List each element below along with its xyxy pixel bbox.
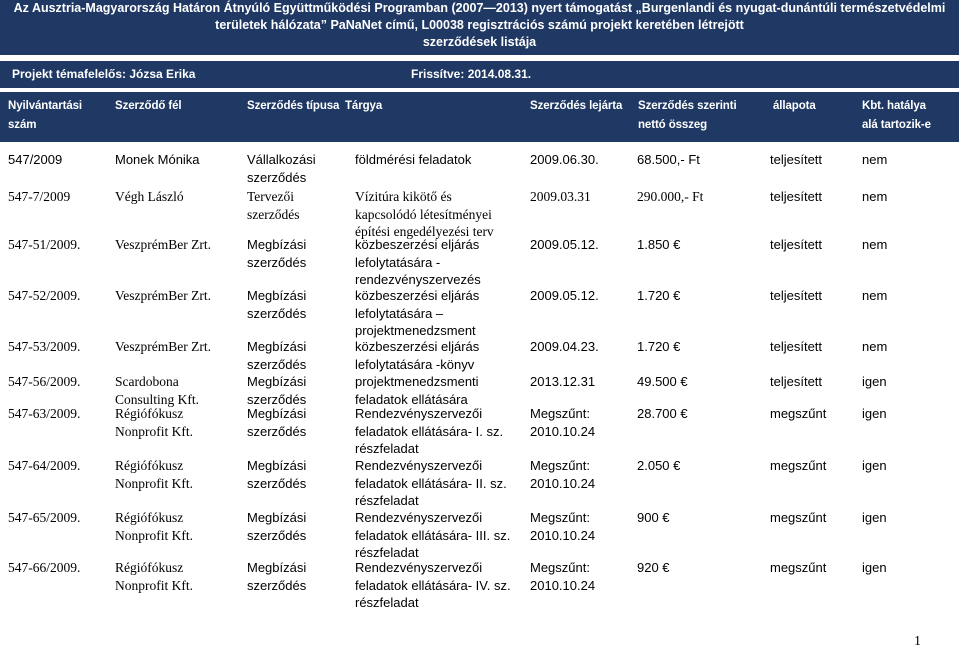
expiry-cell: 2009.05.12. — [530, 288, 599, 303]
net-amount-cell: 290.000,- Ft — [637, 189, 704, 204]
status-cell: teljesített — [770, 189, 823, 204]
kbt-cell: igen — [862, 510, 887, 525]
status-cell: megszűnt — [770, 406, 827, 421]
contracting-party-cell: VeszprémBer Zrt. — [115, 288, 211, 303]
contract-type-cell: Vállalkozási szerződés — [247, 152, 316, 185]
updated-date: Frissítve: 2014.08.31. — [411, 67, 532, 81]
contract-type-cell: Megbízási szerződés — [247, 510, 307, 543]
contract-type-cell: Tervezői szerződés — [247, 189, 300, 222]
column-header-status: állapota — [773, 100, 816, 112]
contract-type-cell: Megbízási szerződés — [247, 339, 307, 372]
expiry-cell: Megszűnt: 2010.10.24 — [530, 406, 596, 439]
contract-number-cell: 547-56/2009. — [8, 374, 81, 389]
contracting-party-cell: VeszprémBer Zrt. — [115, 339, 211, 354]
column-header-subject: Tárgya — [345, 100, 383, 112]
contracting-party-cell: Régiófókusz Nonprofit Kft. — [115, 458, 193, 491]
net-amount-cell: 28.700 € — [637, 406, 688, 421]
status-cell: teljesített — [770, 288, 823, 303]
subject-cell: Rendezvényszervezői feladatok ellátására- IV. sz. részfeladat — [355, 560, 511, 610]
status-cell: teljesített — [770, 339, 823, 354]
expiry-cell: Megszűnt: 2010.10.24 — [530, 458, 596, 491]
document-title-line-1: Az Ausztria-Magyarország Határon Átnyúló Együttműködési Programban (2007—2013) nyert támogatást „Burgenlandi és nyugat-dunántúli természetvédelmi — [13, 1, 946, 15]
column-header-contract-type: Szerződés típusa — [247, 100, 340, 112]
kbt-cell: igen — [862, 458, 887, 473]
contract-type-cell: Megbízási szerződés — [247, 560, 307, 593]
net-amount-cell: 920 € — [637, 560, 670, 575]
expiry-cell: 2009.03.31 — [530, 189, 591, 204]
contract-number-cell: 547-7/2009 — [8, 189, 71, 204]
contracting-party-cell: Végh László — [115, 189, 184, 204]
subject-cell: közbeszerzési eljárás lefolytatására -könyv — [355, 339, 480, 372]
subject-cell: földmérési feladatok — [355, 152, 472, 167]
column-header-kbt: Kbt. hatálya alá tartozik-e — [862, 100, 931, 131]
column-header-contracting-party: Szerződő fél — [115, 100, 182, 112]
contract-type-cell: Megbízási szerződés — [247, 237, 307, 270]
kbt-cell: nem — [862, 189, 888, 204]
contract-number-cell: 547/2009 — [8, 152, 63, 167]
subject-cell: Vízitúra kikötő és kapcsolódó létesítményei építési engedélyezési terv — [355, 189, 494, 239]
status-cell: teljesített — [770, 237, 823, 252]
kbt-cell: nem — [862, 237, 888, 252]
net-amount-cell: 900 € — [637, 510, 670, 525]
document-title-line-3: szerződések listája — [422, 35, 537, 49]
kbt-cell: igen — [862, 406, 887, 421]
contract-type-cell: Megbízási szerződés — [247, 458, 307, 491]
contracting-party-cell: Régiófókusz Nonprofit Kft. — [115, 560, 193, 593]
net-amount-cell: 68.500,- Ft — [637, 152, 700, 167]
subject-cell: Rendezvényszervezői feladatok ellátására- II. sz. részfeladat — [355, 458, 507, 508]
expiry-cell: Megszűnt: 2010.10.24 — [530, 510, 596, 543]
kbt-cell: nem — [862, 288, 888, 303]
kbt-cell: nem — [862, 339, 888, 354]
expiry-cell: 2013.12.31 — [530, 374, 596, 389]
contracting-party-cell: Régiófókusz Nonprofit Kft. — [115, 406, 193, 439]
expiry-cell: Megszűnt: 2010.10.24 — [530, 560, 596, 593]
status-cell: megszűnt — [770, 458, 827, 473]
kbt-cell: nem — [862, 152, 888, 167]
contract-number-cell: 547-64/2009. — [8, 458, 81, 473]
contracting-party-cell: VeszprémBer Zrt. — [115, 237, 211, 252]
contract-type-cell: Megbízási szerződés — [247, 374, 307, 407]
contract-type-cell: Megbízási szerződés — [247, 406, 307, 439]
subject-cell: közbeszerzési eljárás lefolytatására - rendezvényszervezés — [355, 237, 481, 287]
contract-number-cell: 547-66/2009. — [8, 560, 81, 575]
contract-number-cell: 547-51/2009. — [8, 237, 81, 252]
expiry-cell: 2009.04.23. — [530, 339, 599, 354]
column-header-net-amount: Szerződés szerinti nettó összeg — [638, 100, 737, 131]
project-responsible: Projekt témafelelős: Józsa Erika — [12, 67, 196, 81]
net-amount-cell: 1.850 € — [637, 237, 681, 252]
status-cell: teljesített — [770, 152, 823, 167]
net-amount-cell: 1.720 € — [637, 288, 681, 303]
status-cell: megszűnt — [770, 560, 827, 575]
column-header-expiry: Szerződés lejárta — [530, 100, 623, 112]
kbt-cell: igen — [862, 560, 887, 575]
document-title-line-2: területek hálózata” PaNaNet című, L00038 regisztrációs számú projekt keretében létrejött — [215, 18, 744, 32]
contracting-party-cell: Régiófókusz Nonprofit Kft. — [115, 510, 193, 543]
net-amount-cell: 1.720 € — [637, 339, 681, 354]
contract-number-cell: 547-65/2009. — [8, 510, 81, 525]
contract-number-cell: 547-63/2009. — [8, 406, 81, 421]
column-header-contract-number: Nyilvántartási szám — [8, 100, 83, 131]
subject-cell: projektmenedzsmenti feladatok ellátására — [355, 374, 479, 407]
contracting-party-cell: Scardobona Consulting Kft. — [115, 374, 200, 407]
net-amount-cell: 49.500 € — [637, 374, 688, 389]
status-cell: megszűnt — [770, 510, 827, 525]
subject-cell: Rendezvényszervezői feladatok ellátására- I. sz. részfeladat — [355, 406, 504, 456]
page-number: 1 — [914, 634, 921, 649]
status-cell: teljesített — [770, 374, 823, 389]
contract-number-cell: 547-53/2009. — [8, 339, 81, 354]
contract-number-cell: 547-52/2009. — [8, 288, 81, 303]
expiry-cell: 2009.06.30. — [530, 152, 599, 167]
subject-cell: közbeszerzési eljárás lefolytatására – projektmenedzsment — [355, 288, 480, 338]
expiry-cell: 2009.05.12. — [530, 237, 599, 252]
subject-cell: Rendezvényszervezői feladatok ellátására- III. sz. részfeladat — [355, 510, 511, 560]
net-amount-cell: 2.050 € — [637, 458, 681, 473]
kbt-cell: igen — [862, 374, 887, 389]
contract-type-cell: Megbízási szerződés — [247, 288, 307, 321]
contracting-party-cell: Monek Mónika — [115, 152, 200, 167]
